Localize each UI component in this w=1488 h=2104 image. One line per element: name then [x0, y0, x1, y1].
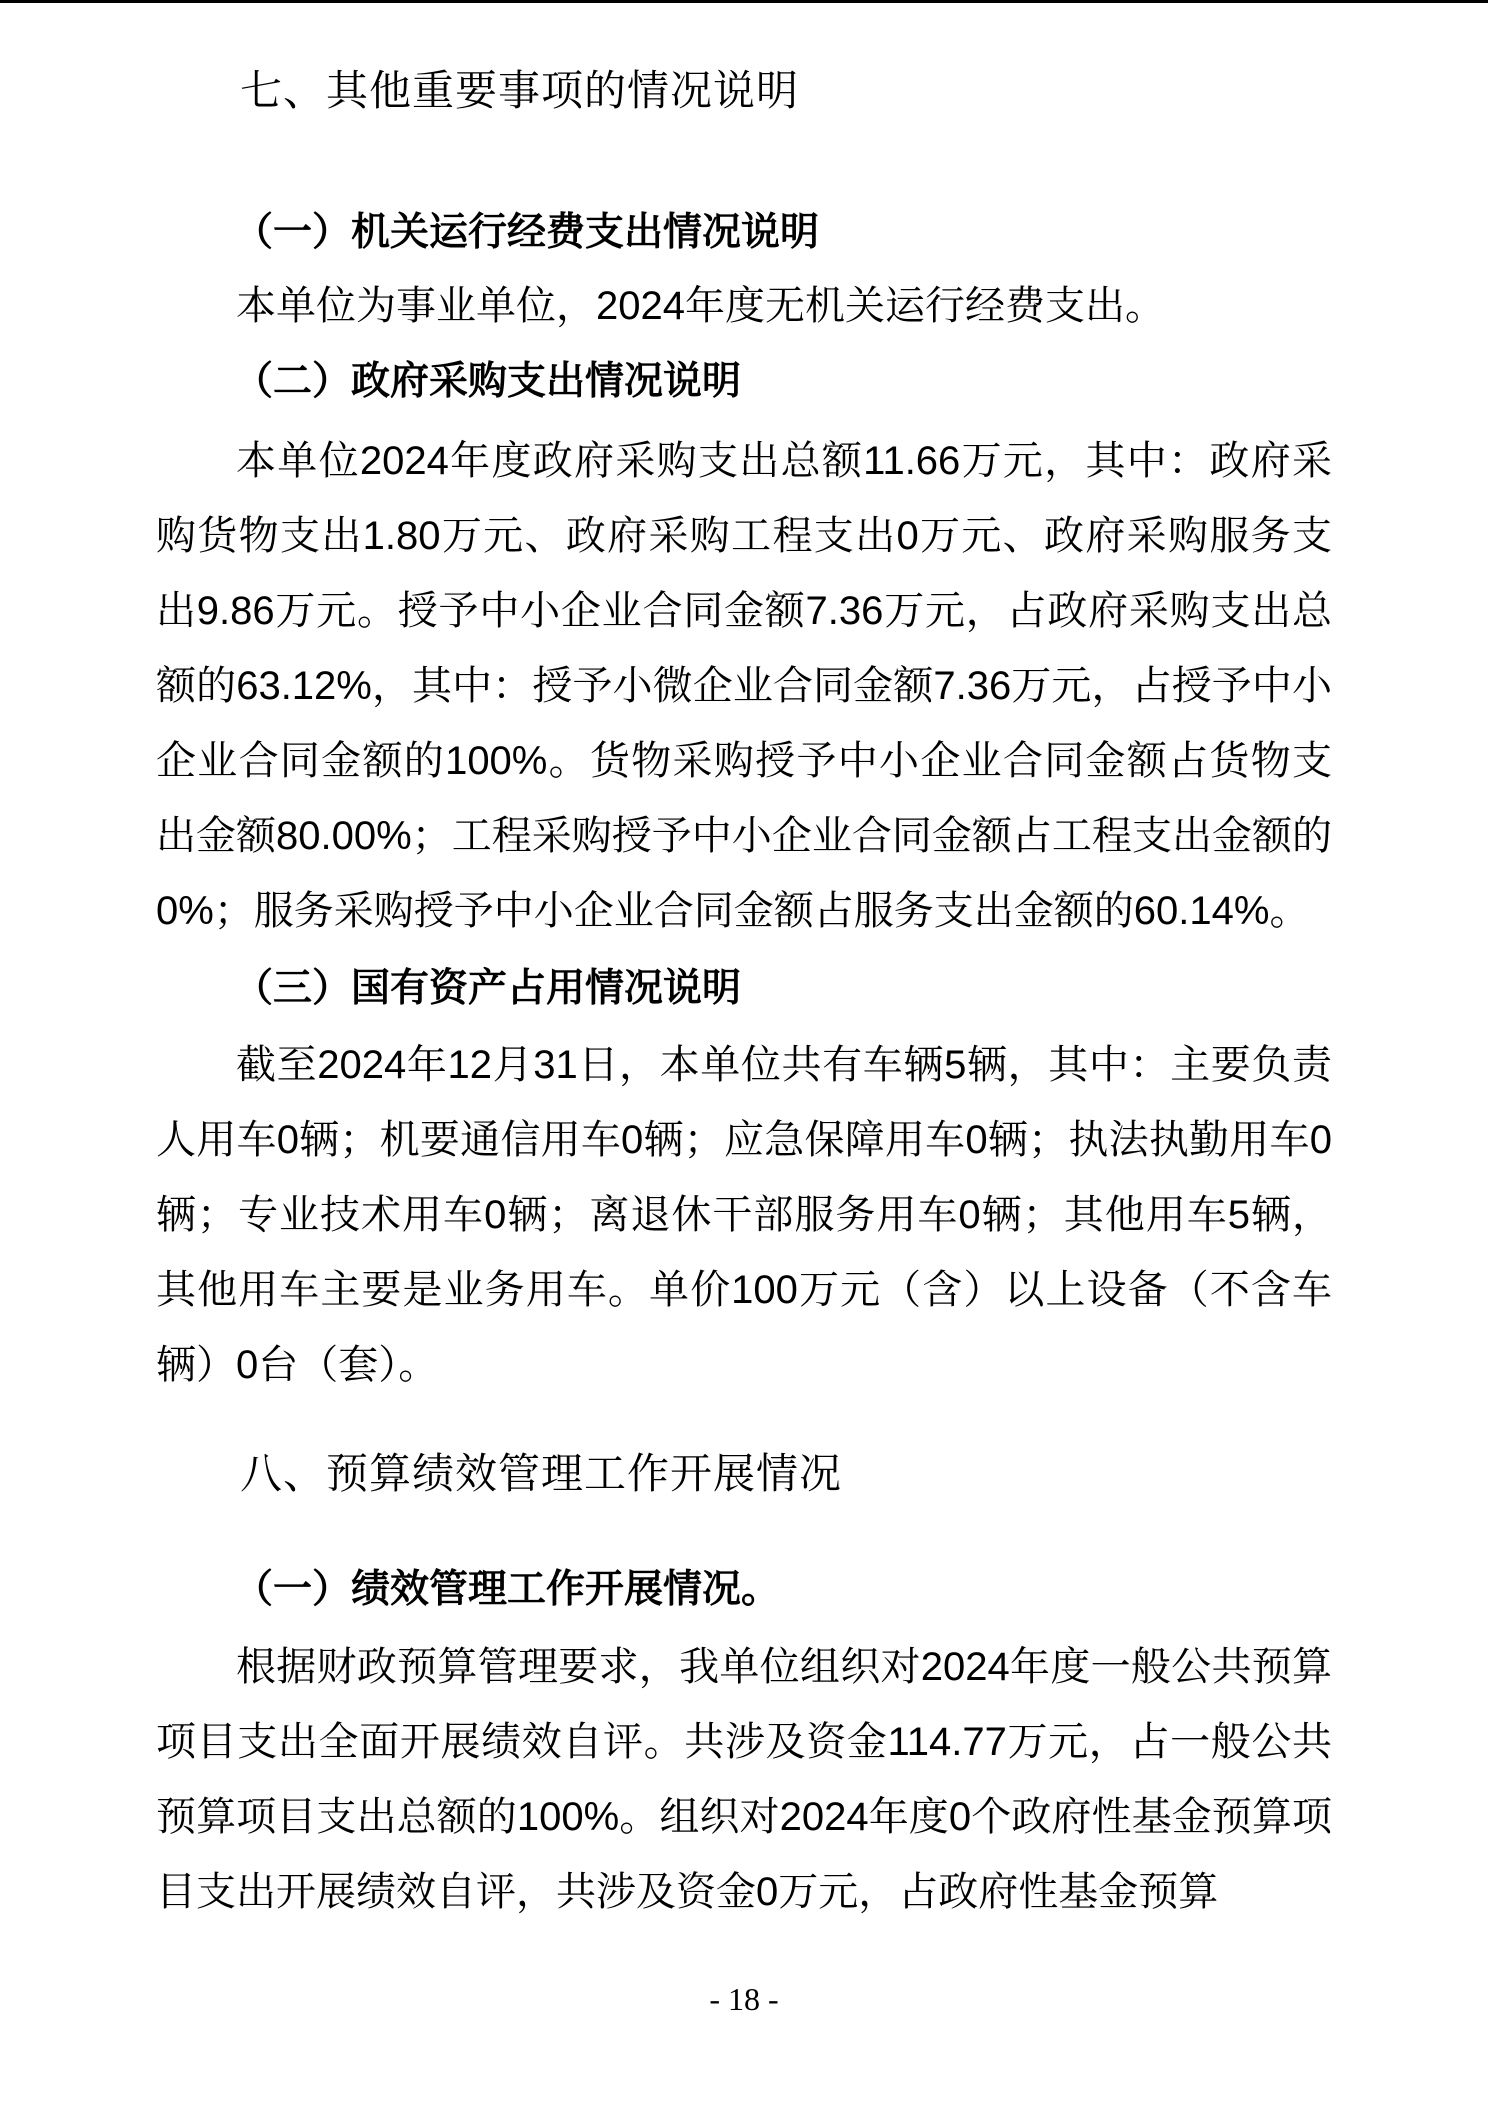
paragraph-state-assets: 截至2024年12月31日，本单位共有车辆5辆，其中：主要负责人用车0辆；机要通信用车0辆；应急保障用车0辆；执法执勤用车0辆；专业技术用车0辆；离退休干部服务用车0辆；其他用车5辆，其他用车主要是业务用车。单价100万元（含）以上设备（不含车辆）0台（套）。 [156, 1043, 1332, 1387]
paragraph-government-procurement: 本单位2024年度政府采购支出总额11.66万元，其中：政府采购货物支出1.80万元、政府采购工程支出0万元、政府采购服务支出9.86万元。授予中小企业合同金额7.36万元，占政府采购支出总额的63.12%，其中：授予小微企业合同金额7.36万元，占授予中小企业合同金额的100%。货物采购授予中小企业合同金额占货物支出金额80.00%；工程采购授予中小企业合同金额占工程支出金额的0%；服务采购授予中小企业合同金额占服务支出金额的60.14%。 [156, 439, 1332, 933]
subsection-7-2-heading: （二）政府采购支出情况说明 [234, 360, 742, 403]
section-7-heading: 七、其他重要事项的情况说明 [240, 67, 800, 114]
subsection-8-1-heading: （一）绩效管理工作开展情况。 [234, 1568, 781, 1611]
subsection-7-3-heading: （三）国有资产占用情况说明 [234, 967, 742, 1010]
paragraph-agency-operating-expense: 本单位为事业单位，2024年度无机关运行经费支出。 [236, 284, 1165, 328]
page-number: - 18 - [709, 1981, 779, 2017]
page-content [0, 65, 1488, 1930]
paragraph-performance-management: 根据财政预算管理要求，我单位组织对2024年度一般公共预算项目支出全面开展绩效自评。共涉及资金114.77万元，占一般公共预算项目支出总额的100%。组织对2024年度0个政府性基金预算项目支出开展绩效自评，共涉及资金0万元，占政府性基金预算 [156, 1645, 1332, 1914]
page-top-edge [0, 0, 1488, 3]
section-8-heading: 八、预算绩效管理工作开展情况 [240, 1450, 843, 1497]
subsection-7-1-heading: （一）机关运行经费支出情况说明 [234, 211, 820, 254]
